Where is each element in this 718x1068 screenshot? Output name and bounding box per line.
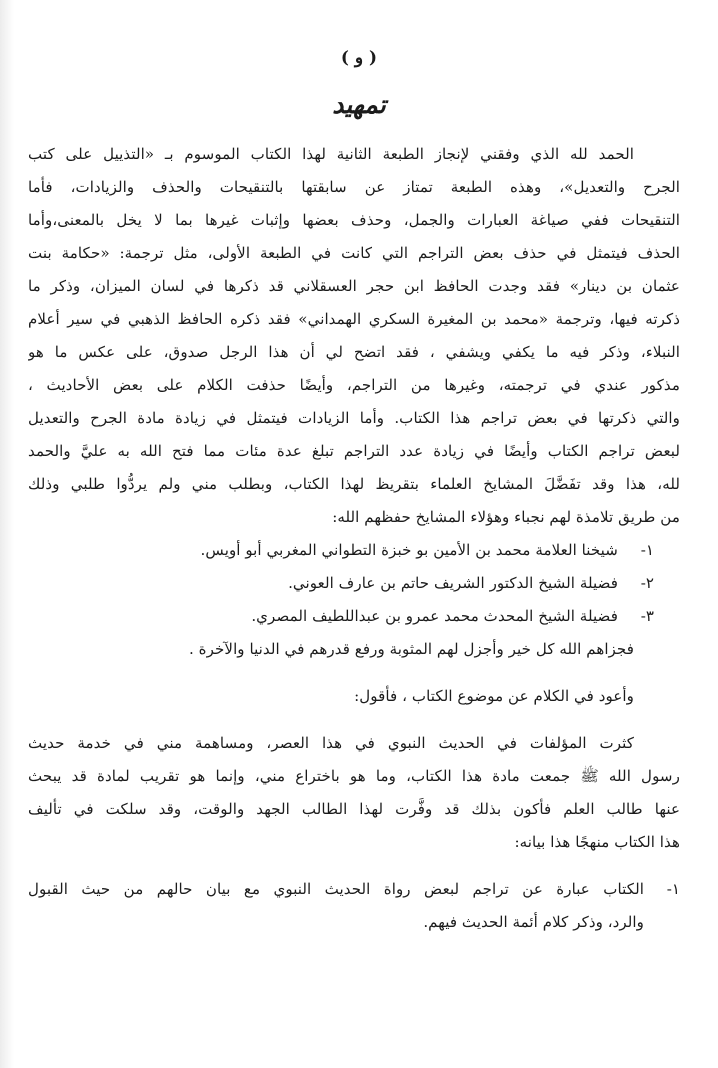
text-line: التنقيحات ففي صياغة العبارات والجمل، وحذف بعضها وإثبات غيرها بما لا يخل بالمعنى،وأما bbox=[28, 211, 680, 229]
spacer bbox=[28, 713, 680, 727]
paragraph-method-intro bbox=[28, 727, 680, 859]
spacer bbox=[28, 859, 680, 873]
text-line: النبلاء، وذكر فيه ما يكفي ويشفي ، فقد اتضح لي أن هذا الرجل صدوق، على عكس ما هو bbox=[28, 343, 680, 361]
text-line: عثمان بن دينار» فقد وجدت الحافظ ابن حجر العسقلاني قد ذكرها في لسان الميزان، وذكر ما bbox=[28, 277, 680, 295]
list-item bbox=[28, 567, 680, 600]
text-line: كثرت المؤلفات في الحديث النبوي في هذا العصر، ومساهمة مني في خدمة حديث bbox=[28, 734, 634, 752]
list-number: ١- bbox=[666, 880, 680, 898]
list-text: شيخنا العلامة محمد بن الأمين بو خبزة التطواني المغربي أبو أويس. bbox=[200, 541, 618, 559]
list-text: فضيلة الشيخ المحدث محمد عمرو بن عبداللطيف المصري. bbox=[251, 607, 618, 625]
page-body bbox=[28, 138, 680, 939]
list-text: الكتاب عبارة عن تراجم لبعض رواة الحديث النبوي مع بيان حالهم من حيث القبول bbox=[28, 880, 644, 898]
text-line: الحذف فيتمثل في حذف بعض التراجم التي كانت في الطبعة الأولى، مثل ترجمة: «حكامة بنت bbox=[28, 244, 680, 262]
prayer-line: فجزاهم الله كل خير وأجزل لهم المثوبة ورفع قدرهم في الدنيا والآخرة . bbox=[189, 640, 634, 658]
list-number: ٣- bbox=[640, 607, 654, 625]
text-line: عنها طالب العلم فأكون بذلك قد وفَّرت لهذا الطالب الجهد والوقت، وقد سلكت في تأليف bbox=[28, 800, 680, 818]
text-line: والتي ذكرتها في بعض تراجم هذا الكتاب. وأما الزيادات فيتمثل في زيادة مادة الجرح والتعديل bbox=[28, 409, 680, 427]
text-line: من طريق تلامذة لهم نجباء وهؤلاء المشايخ حفظهم الله: bbox=[332, 508, 680, 526]
text-line: ذكرته فيها، وترجمة «محمد بن المغيرة السكري الهمداني» فقد ذكره الحافظ الذهبي في سير أعلام bbox=[28, 310, 680, 328]
text-line: مذكور عندي في ترجمته، وغيرها من التراجم، وأيضًا حذفت الكلام على بعض الأحاديث ، bbox=[28, 376, 680, 394]
text-line: لله، هذا وقد تفَضَّلَ المشايخ العلماء بتقريظ لهذا الكتاب، وبطلب مني ولم يردُّوا طلبي وذلك bbox=[28, 475, 680, 493]
method-item bbox=[28, 873, 680, 939]
scan-edge-shadow bbox=[0, 0, 14, 1068]
text-line: الحمد لله الذي وفقني لإنجاز الطبعة الثانية لهذا الكتاب الموسوم بـ «التذييل على كتب bbox=[28, 145, 634, 163]
list-text: فضيلة الشيخ الدكتور الشريف حاتم بن عارف العوني. bbox=[288, 574, 618, 592]
paragraph-intro bbox=[28, 138, 680, 534]
text-line: الجرح والتعديل»، وهذه الطبعة تمتاز عن سابقتها بالتنقيحات والحذف والزيادات، فأما bbox=[28, 178, 680, 196]
list-number: ٢- bbox=[640, 574, 654, 592]
method-item-line: والرد، وذكر كلام أئمة الحديث فيهم. bbox=[423, 913, 644, 931]
list-number: ١- bbox=[640, 541, 654, 559]
section-title: تمهيد bbox=[332, 90, 386, 119]
endorsers-list bbox=[28, 534, 680, 633]
page-number: ( و ) bbox=[340, 48, 378, 68]
text-line: رسول الله ﷺ جمعت مادة هذا الكتاب، وما هو باختراع مني، وإنما هو تقريب لمادة قد يبحث bbox=[28, 767, 680, 785]
list-item bbox=[28, 600, 680, 633]
spacer bbox=[28, 666, 680, 680]
text-line: لبعض تراجم الكتاب وأيضًا في زيادة عدد التراجم تبلغ عدة مئات مما فتح الله به عليَّ والحمد bbox=[28, 442, 680, 460]
transition-line: وأعود في الكلام عن موضوع الكتاب ، فأقول: bbox=[354, 687, 634, 705]
list-item bbox=[28, 534, 680, 567]
text-line: هذا الكتاب منهجًا هذا بيانه: bbox=[514, 833, 680, 851]
method-item-line bbox=[28, 873, 680, 906]
